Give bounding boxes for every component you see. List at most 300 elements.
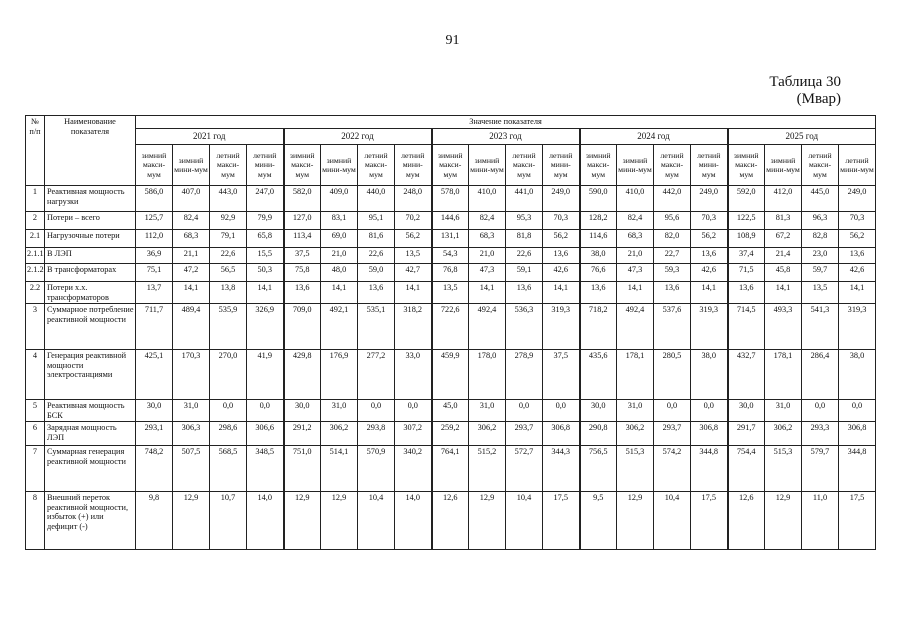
value-cell: 21,0 bbox=[321, 248, 358, 264]
row-name: Зарядная мощность ЛЭП bbox=[45, 422, 136, 446]
row-number: 4 bbox=[26, 350, 45, 400]
value-cell: 38,0 bbox=[580, 248, 617, 264]
value-cell: 306,8 bbox=[839, 422, 876, 446]
row-number: 1 bbox=[26, 186, 45, 212]
value-cell: 59,1 bbox=[506, 264, 543, 282]
value-cell: 492,4 bbox=[617, 304, 654, 350]
value-cell: 319,3 bbox=[691, 304, 728, 350]
value-cell: 441,0 bbox=[506, 186, 543, 212]
row-number: 6 bbox=[26, 422, 45, 446]
value-cell: 13,6 bbox=[728, 282, 765, 304]
value-cell: 10,4 bbox=[358, 492, 395, 550]
year-header: 2023 год bbox=[432, 129, 580, 145]
value-cell: 54,3 bbox=[432, 248, 469, 264]
row-name: Потери – всего bbox=[45, 212, 136, 230]
value-cell: 13,6 bbox=[839, 248, 876, 264]
value-cell: 178,1 bbox=[765, 350, 802, 400]
table-row bbox=[26, 248, 876, 264]
value-cell: 79,1 bbox=[210, 230, 247, 248]
value-cell: 590,0 bbox=[580, 186, 617, 212]
value-cell: 13,5 bbox=[802, 282, 839, 304]
table-row bbox=[26, 446, 876, 492]
value-cell: 578,0 bbox=[432, 186, 469, 212]
value-cell: 344,3 bbox=[543, 446, 580, 492]
subheader-cell: летний мини-мум bbox=[691, 145, 728, 186]
value-cell: 45,8 bbox=[765, 264, 802, 282]
row-number: 7 bbox=[26, 446, 45, 492]
value-cell: 13,6 bbox=[506, 282, 543, 304]
value-cell: 326,9 bbox=[247, 304, 284, 350]
value-cell: 0,0 bbox=[210, 400, 247, 422]
value-cell: 0,0 bbox=[358, 400, 395, 422]
value-cell: 47,3 bbox=[469, 264, 506, 282]
value-cell: 59,3 bbox=[654, 264, 691, 282]
value-cell: 535,9 bbox=[210, 304, 247, 350]
value-cell: 31,0 bbox=[765, 400, 802, 422]
value-cell: 492,1 bbox=[321, 304, 358, 350]
subheader-cell: зимний мини-мум bbox=[469, 145, 506, 186]
value-cell: 82,4 bbox=[469, 212, 506, 230]
value-cell: 37,5 bbox=[284, 248, 321, 264]
value-cell: 59,0 bbox=[358, 264, 395, 282]
subheader-cell: летний мини-мум bbox=[395, 145, 432, 186]
row-name: Суммарное потребление реактивной мощности bbox=[45, 304, 136, 350]
value-cell: 0,0 bbox=[691, 400, 728, 422]
value-cell: 95,6 bbox=[654, 212, 691, 230]
value-cell: 17,5 bbox=[839, 492, 876, 550]
value-cell: 176,9 bbox=[321, 350, 358, 400]
value-cell: 12,9 bbox=[469, 492, 506, 550]
value-cell: 112,0 bbox=[136, 230, 173, 248]
value-cell: 247,0 bbox=[247, 186, 284, 212]
value-cell: 492,4 bbox=[469, 304, 506, 350]
value-cell: 14,1 bbox=[395, 282, 432, 304]
table-row bbox=[26, 282, 876, 304]
row-number: 2.1 bbox=[26, 230, 45, 248]
value-cell: 754,4 bbox=[728, 446, 765, 492]
value-cell: 318,2 bbox=[395, 304, 432, 350]
value-cell: 10,7 bbox=[210, 492, 247, 550]
value-cell: 9,8 bbox=[136, 492, 173, 550]
value-cell: 10,4 bbox=[506, 492, 543, 550]
value-cell: 56,2 bbox=[839, 230, 876, 248]
value-cell: 711,7 bbox=[136, 304, 173, 350]
subheader-cell: летний мини-мум bbox=[839, 145, 876, 186]
value-cell: 96,3 bbox=[802, 212, 839, 230]
table-row bbox=[26, 304, 876, 350]
value-cell: 14,1 bbox=[469, 282, 506, 304]
col-name-header: Наименование показателя bbox=[45, 116, 136, 186]
subheader-cell: зимний мини-мум bbox=[173, 145, 210, 186]
value-cell: 30,0 bbox=[284, 400, 321, 422]
value-cell: 445,0 bbox=[802, 186, 839, 212]
row-number: 2 bbox=[26, 212, 45, 230]
value-cell: 293,3 bbox=[802, 422, 839, 446]
value-cell: 68,3 bbox=[469, 230, 506, 248]
value-cell: 306,2 bbox=[617, 422, 654, 446]
value-cell: 68,3 bbox=[173, 230, 210, 248]
value-cell: 81,3 bbox=[765, 212, 802, 230]
value-cell: 409,0 bbox=[321, 186, 358, 212]
header-row bbox=[26, 116, 876, 129]
value-cell: 306,3 bbox=[173, 422, 210, 446]
value-cell: 144,6 bbox=[432, 212, 469, 230]
value-cell: 42,6 bbox=[691, 264, 728, 282]
table-row bbox=[26, 230, 876, 248]
value-cell: 293,7 bbox=[654, 422, 691, 446]
row-number: 3 bbox=[26, 304, 45, 350]
subheader-cell: летний макси-мум bbox=[358, 145, 395, 186]
value-cell: 306,8 bbox=[543, 422, 580, 446]
value-cell: 42,7 bbox=[395, 264, 432, 282]
table-body bbox=[26, 186, 876, 550]
value-cell: 12,6 bbox=[728, 492, 765, 550]
value-cell: 572,7 bbox=[506, 446, 543, 492]
value-cell: 47,2 bbox=[173, 264, 210, 282]
subheader-cell: летний макси-мум bbox=[210, 145, 247, 186]
value-cell: 71,5 bbox=[728, 264, 765, 282]
value-cell: 440,0 bbox=[358, 186, 395, 212]
value-cell: 38,0 bbox=[839, 350, 876, 400]
value-cell: 68,3 bbox=[617, 230, 654, 248]
subheader-cell: зимний мини-мум bbox=[617, 145, 654, 186]
value-cell: 410,0 bbox=[469, 186, 506, 212]
value-cell: 432,7 bbox=[728, 350, 765, 400]
value-cell: 12,9 bbox=[321, 492, 358, 550]
value-cell: 70,3 bbox=[839, 212, 876, 230]
value-cell: 178,1 bbox=[617, 350, 654, 400]
value-cell: 14,0 bbox=[247, 492, 284, 550]
value-cell: 751,0 bbox=[284, 446, 321, 492]
value-cell: 280,5 bbox=[654, 350, 691, 400]
value-cell: 95,3 bbox=[506, 212, 543, 230]
table-unit: (Мвар) bbox=[796, 91, 841, 107]
table-row bbox=[26, 212, 876, 230]
value-cell: 69,0 bbox=[321, 230, 358, 248]
value-cell: 259,2 bbox=[432, 422, 469, 446]
value-cell: 14,1 bbox=[691, 282, 728, 304]
value-cell: 13,6 bbox=[543, 248, 580, 264]
value-cell: 76,6 bbox=[580, 264, 617, 282]
row-number: 2.2 bbox=[26, 282, 45, 304]
value-cell: 459,9 bbox=[432, 350, 469, 400]
row-name: Реактивная мощность БСК bbox=[45, 400, 136, 422]
value-cell: 579,7 bbox=[802, 446, 839, 492]
value-cell: 515,2 bbox=[469, 446, 506, 492]
value-cell: 36,9 bbox=[136, 248, 173, 264]
value-cell: 340,2 bbox=[395, 446, 432, 492]
value-cell: 574,2 bbox=[654, 446, 691, 492]
value-cell: 270,0 bbox=[210, 350, 247, 400]
value-cell: 41,9 bbox=[247, 350, 284, 400]
value-cell: 0,0 bbox=[247, 400, 284, 422]
value-cell: 291,2 bbox=[284, 422, 321, 446]
value-cell: 9,5 bbox=[580, 492, 617, 550]
table-row bbox=[26, 422, 876, 446]
value-cell: 70,3 bbox=[691, 212, 728, 230]
value-cell: 56,2 bbox=[543, 230, 580, 248]
row-name: Нагрузочные потери bbox=[45, 230, 136, 248]
year-header-row bbox=[26, 129, 876, 145]
table-row bbox=[26, 400, 876, 422]
row-number: 2.1.2 bbox=[26, 264, 45, 282]
value-cell: 31,0 bbox=[617, 400, 654, 422]
value-cell: 56,5 bbox=[210, 264, 247, 282]
table-row bbox=[26, 186, 876, 212]
value-cell: 21,0 bbox=[617, 248, 654, 264]
value-cell: 515,3 bbox=[617, 446, 654, 492]
value-cell: 13,6 bbox=[358, 282, 395, 304]
row-name: Внешний переток реактивной мощности, избыток (+) или дефицит (-) bbox=[45, 492, 136, 550]
value-cell: 489,4 bbox=[173, 304, 210, 350]
value-cell: 718,2 bbox=[580, 304, 617, 350]
value-cell: 11,0 bbox=[802, 492, 839, 550]
value-cell: 307,2 bbox=[395, 422, 432, 446]
value-cell: 10,4 bbox=[654, 492, 691, 550]
value-cell: 178,0 bbox=[469, 350, 506, 400]
year-header: 2024 год bbox=[580, 129, 728, 145]
value-cell: 12,9 bbox=[617, 492, 654, 550]
value-cell: 14,1 bbox=[617, 282, 654, 304]
row-name: Реактивная мощность нагрузки bbox=[45, 186, 136, 212]
value-cell: 0,0 bbox=[543, 400, 580, 422]
value-cell: 30,0 bbox=[580, 400, 617, 422]
value-cell: 37,5 bbox=[543, 350, 580, 400]
value-cell: 12,9 bbox=[765, 492, 802, 550]
value-cell: 31,0 bbox=[321, 400, 358, 422]
value-cell: 756,5 bbox=[580, 446, 617, 492]
values-header: Значение показателя bbox=[136, 116, 876, 129]
value-cell: 306,2 bbox=[321, 422, 358, 446]
value-cell: 586,0 bbox=[136, 186, 173, 212]
value-cell: 13,6 bbox=[691, 248, 728, 264]
value-cell: 83,1 bbox=[321, 212, 358, 230]
value-cell: 748,2 bbox=[136, 446, 173, 492]
table-title: Таблица 30 bbox=[769, 74, 841, 90]
value-cell: 75,8 bbox=[284, 264, 321, 282]
value-cell: 22,6 bbox=[506, 248, 543, 264]
value-cell: 14,1 bbox=[839, 282, 876, 304]
row-name: В ЛЭП bbox=[45, 248, 136, 264]
value-cell: 95,1 bbox=[358, 212, 395, 230]
value-cell: 535,1 bbox=[358, 304, 395, 350]
value-cell: 443,0 bbox=[210, 186, 247, 212]
value-cell: 113,4 bbox=[284, 230, 321, 248]
value-cell: 14,1 bbox=[173, 282, 210, 304]
value-cell: 33,0 bbox=[395, 350, 432, 400]
value-cell: 14,1 bbox=[321, 282, 358, 304]
value-cell: 75,1 bbox=[136, 264, 173, 282]
subheader-cell: зимний макси-мум bbox=[432, 145, 469, 186]
table-head bbox=[26, 116, 876, 186]
value-cell: 277,2 bbox=[358, 350, 395, 400]
value-cell: 59,7 bbox=[802, 264, 839, 282]
value-cell: 410,0 bbox=[617, 186, 654, 212]
value-cell: 21,1 bbox=[173, 248, 210, 264]
value-cell: 14,0 bbox=[395, 492, 432, 550]
value-cell: 21,4 bbox=[765, 248, 802, 264]
value-cell: 82,4 bbox=[617, 212, 654, 230]
subheader-cell: зимний мини-мум bbox=[321, 145, 358, 186]
value-cell: 108,9 bbox=[728, 230, 765, 248]
table-row bbox=[26, 492, 876, 550]
value-cell: 435,6 bbox=[580, 350, 617, 400]
subheader-cell: летний мини-мум bbox=[543, 145, 580, 186]
value-cell: 286,4 bbox=[802, 350, 839, 400]
value-cell: 0,0 bbox=[395, 400, 432, 422]
value-cell: 15,5 bbox=[247, 248, 284, 264]
value-cell: 79,9 bbox=[247, 212, 284, 230]
value-cell: 12,9 bbox=[284, 492, 321, 550]
value-cell: 249,0 bbox=[839, 186, 876, 212]
value-cell: 344,8 bbox=[839, 446, 876, 492]
value-cell: 306,6 bbox=[247, 422, 284, 446]
value-cell: 42,6 bbox=[839, 264, 876, 282]
value-cell: 92,9 bbox=[210, 212, 247, 230]
value-cell: 568,5 bbox=[210, 446, 247, 492]
value-cell: 0,0 bbox=[839, 400, 876, 422]
value-cell: 13,5 bbox=[395, 248, 432, 264]
subheader-cell: летний макси-мум bbox=[654, 145, 691, 186]
value-cell: 570,9 bbox=[358, 446, 395, 492]
value-cell: 42,6 bbox=[543, 264, 580, 282]
value-cell: 13,7 bbox=[136, 282, 173, 304]
value-cell: 14,1 bbox=[247, 282, 284, 304]
value-cell: 515,3 bbox=[765, 446, 802, 492]
row-name: Потери х.х. трансформаторов bbox=[45, 282, 136, 304]
value-cell: 306,8 bbox=[691, 422, 728, 446]
table-row bbox=[26, 350, 876, 400]
subheader-cell: летний макси-мум bbox=[802, 145, 839, 186]
value-cell: 13,6 bbox=[284, 282, 321, 304]
value-cell: 319,3 bbox=[839, 304, 876, 350]
value-cell: 0,0 bbox=[802, 400, 839, 422]
value-cell: 56,2 bbox=[395, 230, 432, 248]
value-cell: 56,2 bbox=[691, 230, 728, 248]
value-cell: 507,5 bbox=[173, 446, 210, 492]
value-cell: 442,0 bbox=[654, 186, 691, 212]
value-cell: 537,6 bbox=[654, 304, 691, 350]
value-cell: 65,8 bbox=[247, 230, 284, 248]
value-cell: 30,0 bbox=[728, 400, 765, 422]
value-cell: 13,5 bbox=[432, 282, 469, 304]
value-cell: 344,8 bbox=[691, 446, 728, 492]
value-cell: 722,6 bbox=[432, 304, 469, 350]
value-cell: 319,3 bbox=[543, 304, 580, 350]
value-cell: 249,0 bbox=[691, 186, 728, 212]
value-cell: 125,7 bbox=[136, 212, 173, 230]
value-cell: 13,6 bbox=[654, 282, 691, 304]
value-cell: 407,0 bbox=[173, 186, 210, 212]
row-name: Генерация реактивной мощности электростанциями bbox=[45, 350, 136, 400]
value-cell: 30,0 bbox=[136, 400, 173, 422]
subheader-cell: зимний мини-мум bbox=[765, 145, 802, 186]
value-cell: 536,3 bbox=[506, 304, 543, 350]
value-cell: 248,0 bbox=[395, 186, 432, 212]
value-cell: 249,0 bbox=[543, 186, 580, 212]
value-cell: 709,0 bbox=[284, 304, 321, 350]
value-cell: 45,0 bbox=[432, 400, 469, 422]
year-header: 2025 год bbox=[728, 129, 876, 145]
value-cell: 293,1 bbox=[136, 422, 173, 446]
value-cell: 23,0 bbox=[802, 248, 839, 264]
subheader-cell: зимний макси-мум bbox=[284, 145, 321, 186]
value-cell: 306,2 bbox=[765, 422, 802, 446]
value-cell: 82,4 bbox=[173, 212, 210, 230]
table-wrap bbox=[25, 115, 876, 550]
value-cell: 70,2 bbox=[395, 212, 432, 230]
value-cell: 0,0 bbox=[506, 400, 543, 422]
row-name: Суммарная генерация реактивной мощности bbox=[45, 446, 136, 492]
value-cell: 22,6 bbox=[358, 248, 395, 264]
subheader-cell: зимний макси-мум bbox=[580, 145, 617, 186]
value-cell: 47,3 bbox=[617, 264, 654, 282]
value-cell: 493,3 bbox=[765, 304, 802, 350]
subheader-cell: летний макси-мум bbox=[506, 145, 543, 186]
value-cell: 82,0 bbox=[654, 230, 691, 248]
value-cell: 76,8 bbox=[432, 264, 469, 282]
page-number: 91 bbox=[445, 33, 460, 48]
value-cell: 17,5 bbox=[691, 492, 728, 550]
value-cell: 38,0 bbox=[691, 350, 728, 400]
value-cell: 293,8 bbox=[358, 422, 395, 446]
value-cell: 14,1 bbox=[765, 282, 802, 304]
value-cell: 13,8 bbox=[210, 282, 247, 304]
value-cell: 31,0 bbox=[469, 400, 506, 422]
value-cell: 298,6 bbox=[210, 422, 247, 446]
row-number: 5 bbox=[26, 400, 45, 422]
value-cell: 293,7 bbox=[506, 422, 543, 446]
value-cell: 81,6 bbox=[358, 230, 395, 248]
value-cell: 541,3 bbox=[802, 304, 839, 350]
subheader-cell: зимний макси-мум bbox=[728, 145, 765, 186]
value-cell: 122,5 bbox=[728, 212, 765, 230]
value-cell: 290,8 bbox=[580, 422, 617, 446]
row-number: 8 bbox=[26, 492, 45, 550]
value-cell: 114,6 bbox=[580, 230, 617, 248]
value-cell: 170,3 bbox=[173, 350, 210, 400]
value-cell: 306,2 bbox=[469, 422, 506, 446]
value-cell: 37,4 bbox=[728, 248, 765, 264]
value-cell: 14,1 bbox=[543, 282, 580, 304]
value-cell: 128,2 bbox=[580, 212, 617, 230]
value-cell: 592,0 bbox=[728, 186, 765, 212]
value-cell: 82,8 bbox=[802, 230, 839, 248]
subheader-cell: зимний макси-мум bbox=[136, 145, 173, 186]
value-cell: 81,8 bbox=[506, 230, 543, 248]
value-cell: 429,8 bbox=[284, 350, 321, 400]
value-cell: 48,0 bbox=[321, 264, 358, 282]
value-cell: 22,6 bbox=[210, 248, 247, 264]
value-cell: 22,7 bbox=[654, 248, 691, 264]
value-cell: 291,7 bbox=[728, 422, 765, 446]
col-num-header: № п/п bbox=[26, 116, 45, 186]
table-row bbox=[26, 264, 876, 282]
subheader-cell: летний мини-мум bbox=[247, 145, 284, 186]
value-cell: 12,6 bbox=[432, 492, 469, 550]
value-cell: 0,0 bbox=[654, 400, 691, 422]
table-caption bbox=[769, 74, 841, 108]
value-cell: 278,9 bbox=[506, 350, 543, 400]
value-cell: 131,1 bbox=[432, 230, 469, 248]
value-cell: 714,5 bbox=[728, 304, 765, 350]
value-cell: 17,5 bbox=[543, 492, 580, 550]
data-table bbox=[25, 115, 876, 550]
value-cell: 348,5 bbox=[247, 446, 284, 492]
value-cell: 70,3 bbox=[543, 212, 580, 230]
value-cell: 67,2 bbox=[765, 230, 802, 248]
row-name: В трансформаторах bbox=[45, 264, 136, 282]
